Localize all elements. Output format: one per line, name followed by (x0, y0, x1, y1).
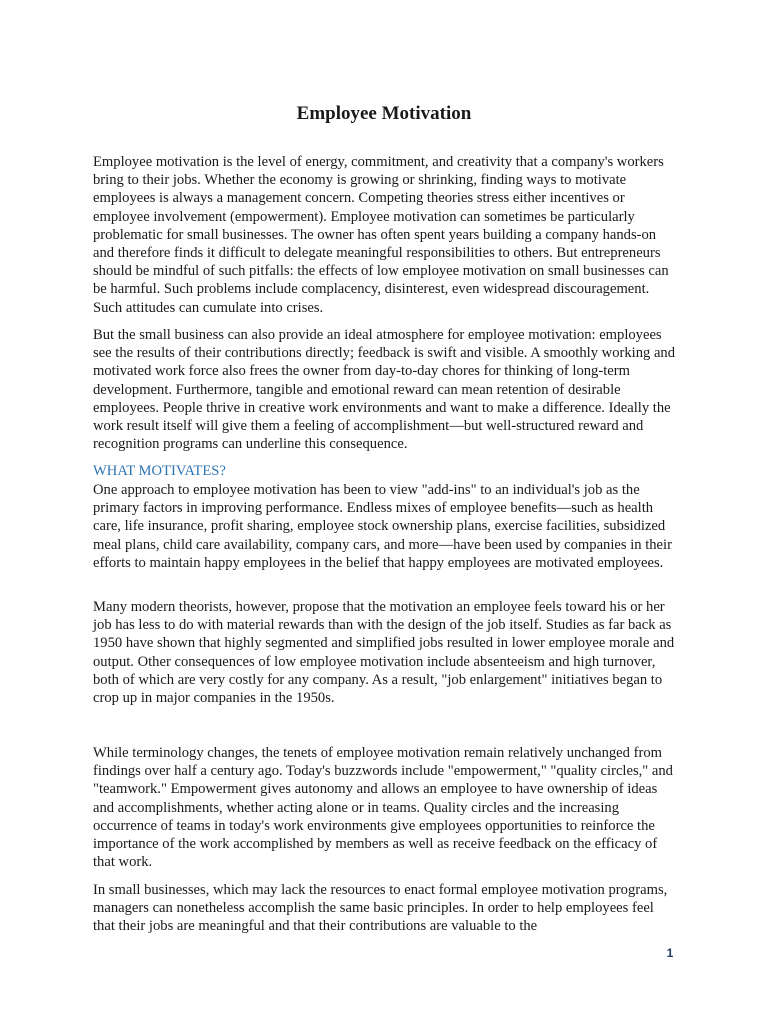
paragraph-add-ins: One approach to employee motivation has been to view "add-ins" to an individual's job as the primary factors in improving performance. Endless mixes of employee benefits—such as health care, life insurance, profit sharing, employee stock ownership plans, exercise facilities, subsidized meal plans, child care availability, company cars, and more—have been used by companies in their efforts to maintain happy employees in the belief that happy employees are motivated employees. (93, 482, 672, 571)
paragraph-intro: Employee motivation is the level of energy, commitment, and creativity that a company's workers bring to their jobs. Whether the economy is growing or shrinking, finding ways to motivate employees is always a management concern. Competing theories stress either incentives or employee involvement (empowerment). Employee motivation can sometimes be particularly problematic for small businesses. The owner has often spent years building a company hands-on and therefore finds it difficult to delegate meaningful responsibilities to others. But entrepreneurs should be mindful of such pitfalls: the effects of low employee motivation on small businesses can be harmful. Such problems include complacency, disinterest, even widespread discouragement. Such attitudes can cumulate into crises. (93, 154, 669, 316)
paragraph-modern-theorists: Many modern theorists, however, propose that the motivation an employee feels toward his or her job has less to do with material rewards than with the design of the job itself. Studies as far back as 1950 have shown that highly segmented and simplified jobs resulted in lower employee morale and output. Other consequences of low employee motivation include absenteeism and high turnover, both of which are very costly for any company. As a result, "job enlargement" initiatives began to crop up in major companies in the 1950s. (93, 599, 675, 707)
paragraph-small-business: But the small business can also provide an ideal atmosphere for employee motivation: employees see the results of their contributions directly; feedback is swift and visible. A smoothly working and motivated work force also frees the owner from day-to-day chores for thinking of long-term development. Furthermore, tangible and emotional reward can mean retention of desirable employees. People thrive in creative work environments and want to make a difference. Ideally the work result itself will give them a feeling of accomplishment—but well-structured reward and recognition programs can underline this consequence. (93, 327, 676, 453)
page-number: 1 (666, 946, 674, 960)
section-heading-what-motivates: WHAT MOTIVATES? (93, 463, 226, 479)
paragraph-terminology: While terminology changes, the tenets of employee motivation remain relatively unchanged from findings over half a century ago. Today's buzzwords include "empowerment," "quality circles," and "teamwork." Empowerment gives autonomy and allows an employee to have ownership of ideas and accomplishments, whether acting alone or in teams. Quality circles and the increasing occurrence of teams in today's work environments give employees opportunities to reinforce the importance of the work accomplished by members as well as receive feedback on the efficacy of that work. (93, 745, 673, 871)
paragraph-small-businesses: In small businesses, which may lack the resources to enact formal employee motivation programs, managers can nonetheless accomplish the same basic principles. In order to help employees feel that their jobs are meaningful and that their contributions are valuable to the (93, 882, 668, 935)
page-title: Employee Motivation (296, 103, 472, 124)
